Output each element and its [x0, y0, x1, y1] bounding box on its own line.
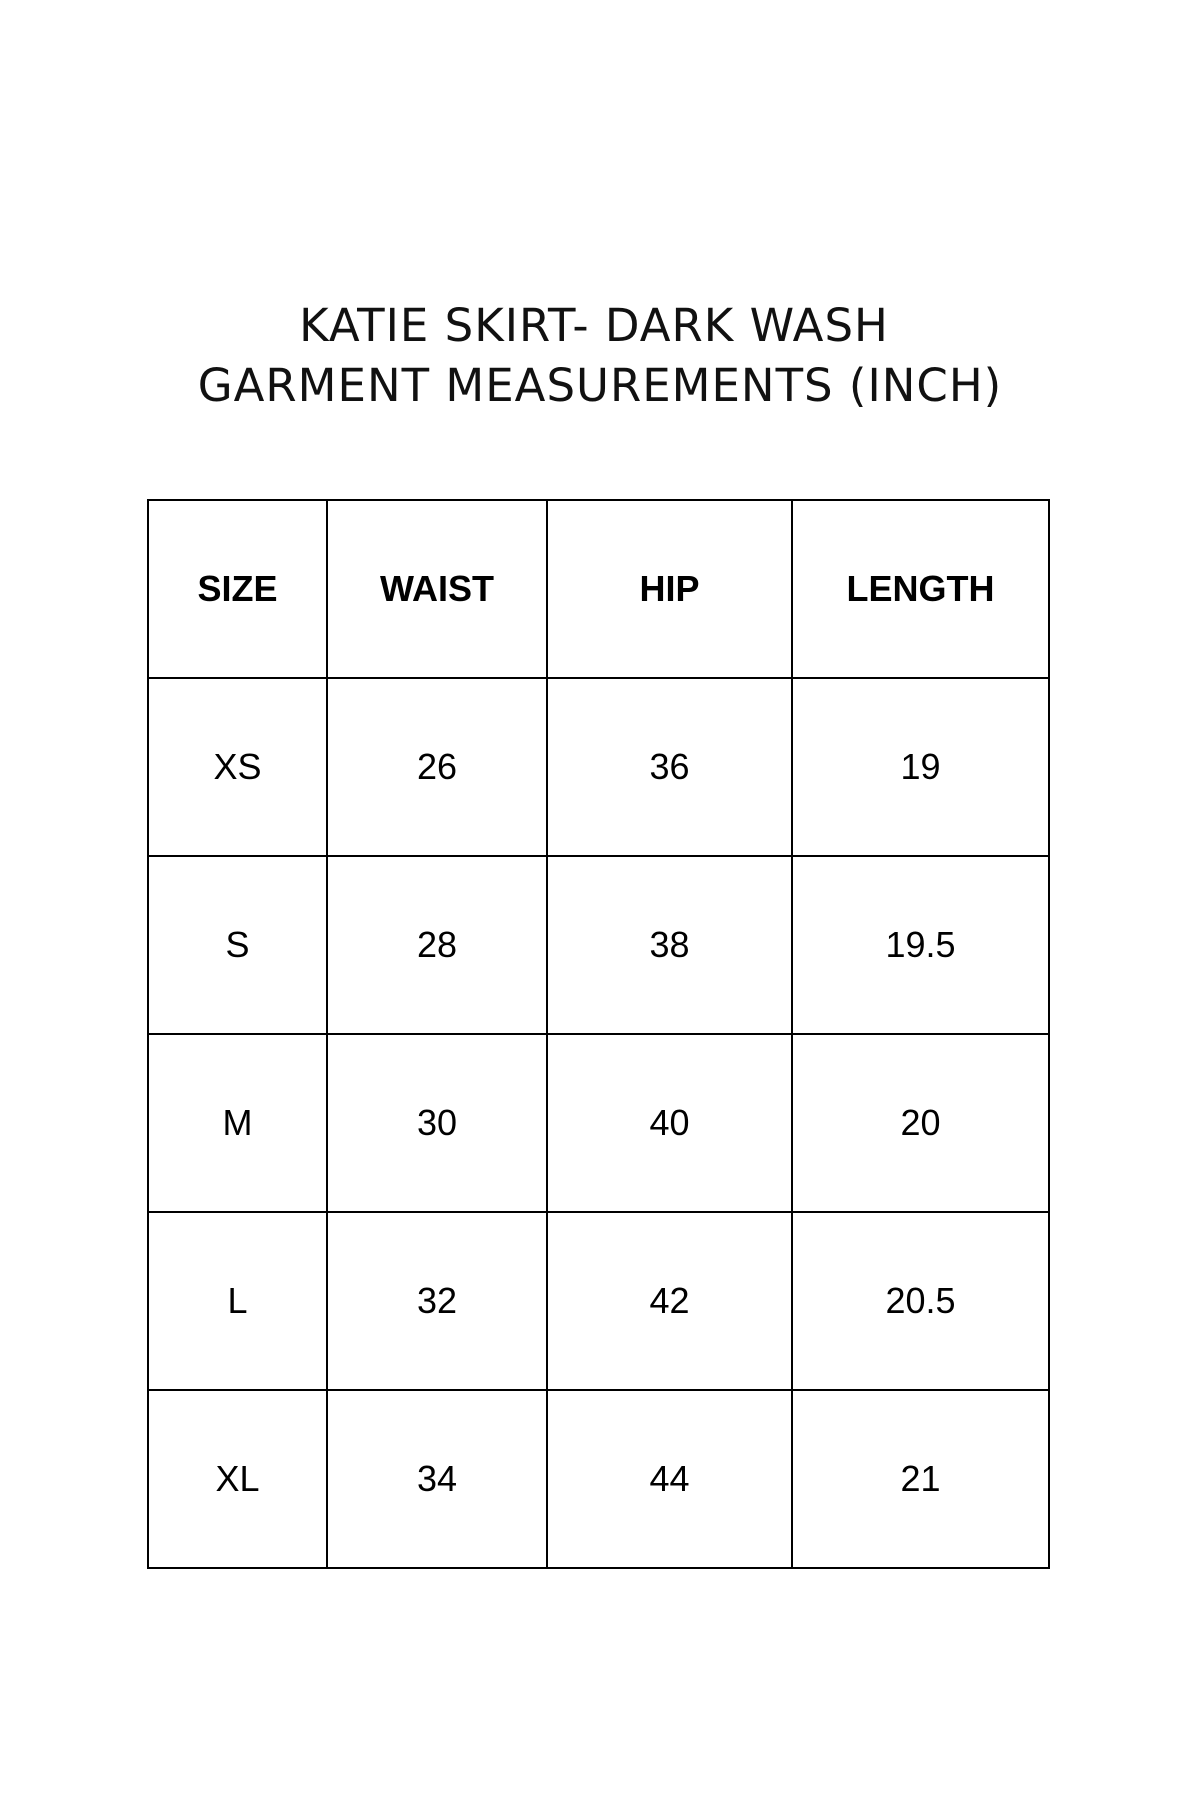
column-header-waist: WAIST: [327, 500, 547, 678]
waist-cell: 28: [327, 856, 547, 1034]
title-line-product: KATIE SKIRT- DARK WASH: [299, 299, 889, 352]
hip-cell: 38: [547, 856, 792, 1034]
table-row: [148, 856, 1049, 1034]
waist-cell: 32: [327, 1212, 547, 1390]
waist-cell: 30: [327, 1034, 547, 1212]
size-cell: L: [148, 1212, 327, 1390]
size-cell: XL: [148, 1390, 327, 1568]
table-row: [148, 1390, 1049, 1568]
length-cell: 19: [792, 678, 1049, 856]
hip-cell: 44: [547, 1390, 792, 1568]
waist-cell: 34: [327, 1390, 547, 1568]
table-header-row: [148, 500, 1049, 678]
hip-cell: 40: [547, 1034, 792, 1212]
size-cell: XS: [148, 678, 327, 856]
page-title: [0, 296, 1200, 416]
waist-cell: 26: [327, 678, 547, 856]
size-chart-table: [147, 499, 1050, 1569]
hip-cell: 42: [547, 1212, 792, 1390]
length-cell: 20.5: [792, 1212, 1049, 1390]
length-cell: 19.5: [792, 856, 1049, 1034]
table-row: [148, 1034, 1049, 1212]
column-header-length: LENGTH: [792, 500, 1049, 678]
table-row: [148, 678, 1049, 856]
length-cell: 20: [792, 1034, 1049, 1212]
table-row: [148, 1212, 1049, 1390]
title-line-measurements: GARMENT MEASUREMENTS (INCH): [197, 359, 1003, 412]
column-header-hip: HIP: [547, 500, 792, 678]
length-cell: 21: [792, 1390, 1049, 1568]
size-cell: S: [148, 856, 327, 1034]
hip-cell: 36: [547, 678, 792, 856]
size-cell: M: [148, 1034, 327, 1212]
column-header-size: SIZE: [148, 500, 327, 678]
